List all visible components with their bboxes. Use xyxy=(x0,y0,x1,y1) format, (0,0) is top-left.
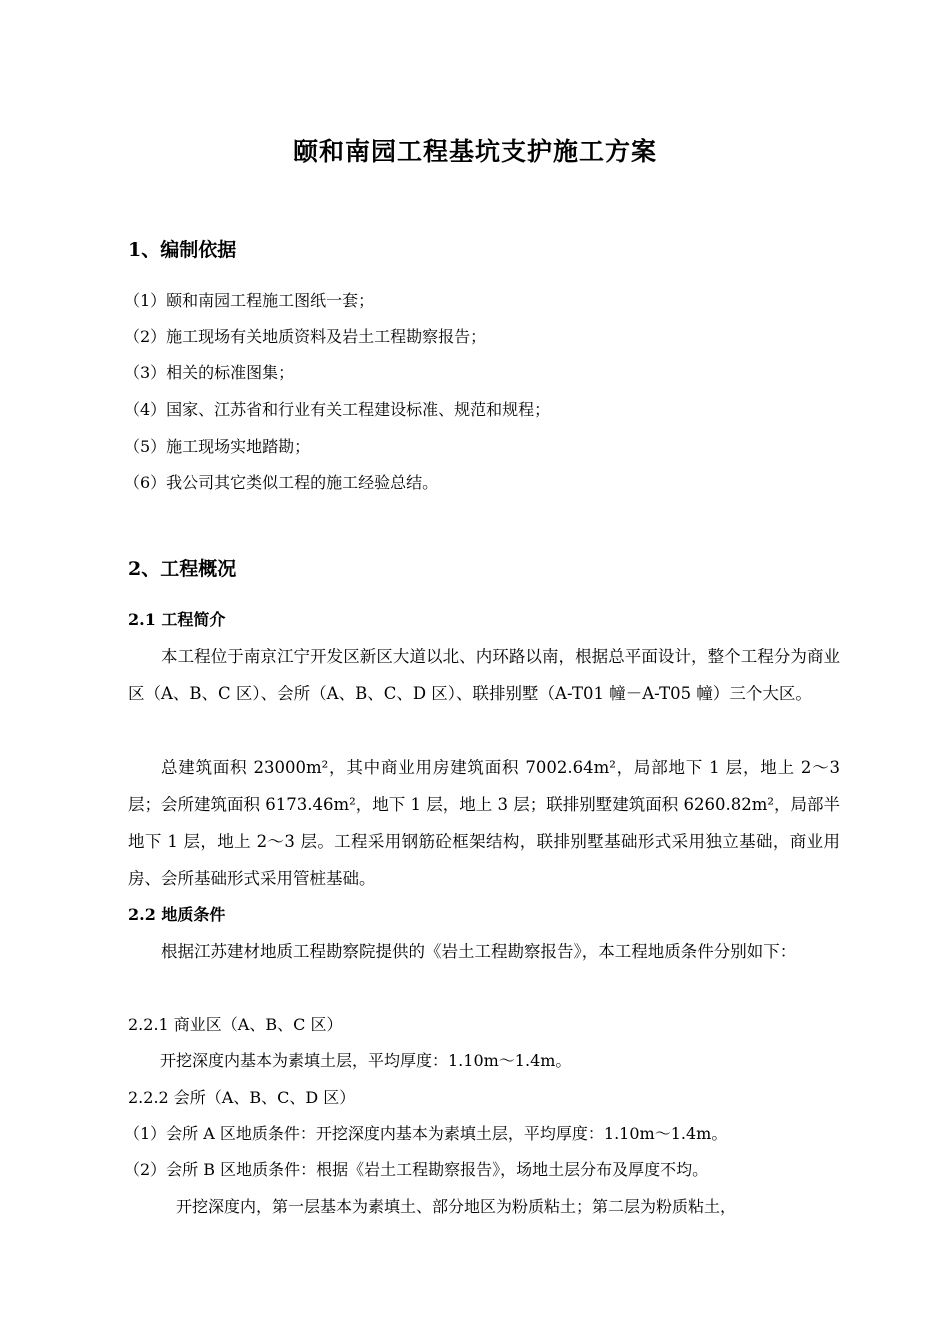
section-2-heading: 2、工程概况 xyxy=(128,558,237,580)
subsection-2-2-2-heading: 2.2.2 会所（A、B、C、D 区） xyxy=(128,1088,356,1107)
list-item: （1）会所 A 区地质条件：开挖深度内基本为素填土层，平均厚度：1.10m～1.4m。 xyxy=(124,1124,728,1143)
subsection-2-1-heading: 2.1 工程简介 xyxy=(128,610,226,629)
paragraph-geology-intro: 根据江苏建材地质工程勘察院提供的《岩土工程勘察报告》，本工程地质条件分别如下： xyxy=(161,942,797,961)
list-item: （6）我公司其它类似工程的施工经验总结。 xyxy=(124,473,439,492)
list-item: （2）会所 B 区地质条件：根据《岩土工程勘察报告》，场地土层分布及厚度不均。 xyxy=(124,1160,709,1179)
document-title: 颐和南园工程基坑支护施工方案 xyxy=(292,137,657,166)
subsection-2-2-heading: 2.2 地质条件 xyxy=(128,905,226,924)
section-1-heading: 1、编制依据 xyxy=(128,239,237,261)
list-item: （4）国家、江苏省和行业有关工程建设标准、规范和规程； xyxy=(124,400,551,419)
list-item: （1）颐和南园工程施工图纸一套； xyxy=(124,291,375,310)
paragraph-project-intro: 本工程位于南京江宁开发区新区大道以北、内环路以南，根据总平面设计，整个工程分为商业区（A、B、C 区）、会所（A、B、C、D 区）、联排别墅（A-T01 幢－A-T05 幢）三个大区。 xyxy=(128,647,840,703)
list-item: （3）相关的标准图集； xyxy=(124,363,295,382)
paragraph-building-area: 总建筑面积 23000m²，其中商业用房建筑面积 7002.64m²，局部地下 1 层，地上 2～3 层；会所建筑面积 6173.46m²，地下 1 层，地上 3 层；联排别墅建筑面积 6260.82m²，局部半地下 1 层，地上 2～3 层。工程采用钢筋砼框架结构，联排别墅基础形式采用独立基础，商业用房、会所基础形式采用管桩基础。 xyxy=(128,758,840,888)
subsection-2-2-1-heading: 2.2.1 商业区（A、B、C 区） xyxy=(128,1015,343,1034)
list-item: （5）施工现场实地踏勘； xyxy=(124,437,311,456)
list-item: （2）施工现场有关地质资料及岩土工程勘察报告； xyxy=(124,327,487,346)
paragraph-commercial-geology: 开挖深度内基本为素填土层，平均厚度：1.10m～1.4m。 xyxy=(160,1051,572,1070)
paragraph-clubhouse-b-geology: 开挖深度内，第一层基本为素填土、部分地区为粉质粘土；第二层为粉质粘土， xyxy=(176,1197,737,1216)
